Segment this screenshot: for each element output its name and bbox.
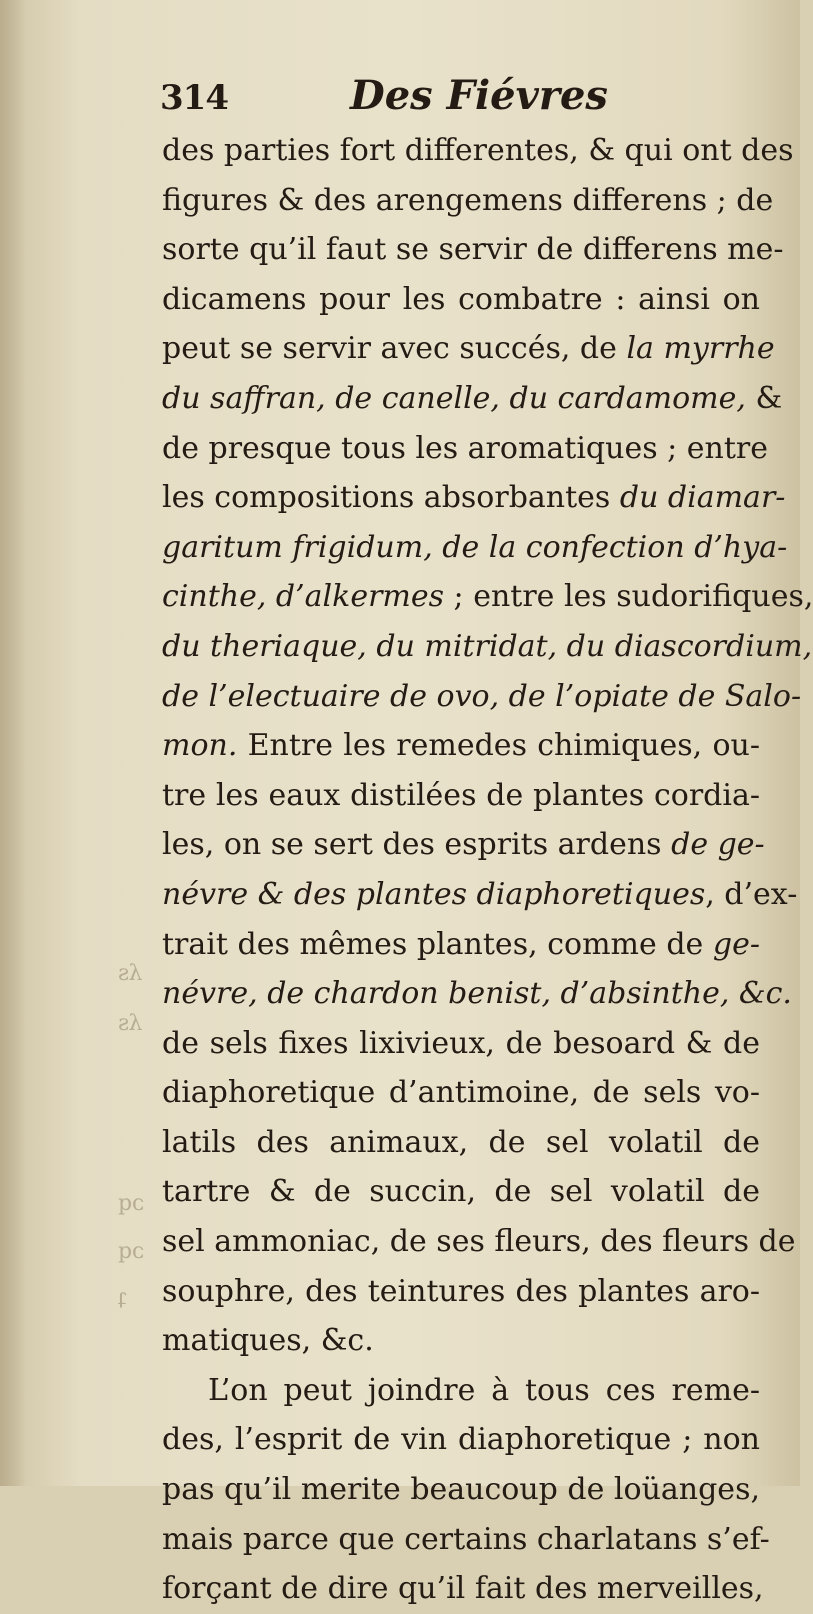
italic-segment: du diamar- [619,480,786,516]
text-line [162,1515,770,1565]
italic-segment: du theriaque, du mitridat, du diascordium, [162,628,813,664]
text-line [162,473,786,523]
text-line [162,771,760,821]
text-line [162,1366,760,1416]
text-line [162,870,798,920]
text-body [162,126,813,1614]
text-segment: diaphoretique d’antimoine, de sels vo- [162,1075,760,1111]
text-line [162,672,802,722]
italic-segment: la myrrhe [626,331,775,367]
bleed-through-mark: ʇ [118,1285,127,1310]
page-header [160,72,760,128]
italic-segment: de l’electuaire de ovo, de l’opiate de Salo- [162,678,802,714]
text-segment: des parties fort differentes, & qui ont des [162,133,794,168]
text-line [162,572,813,622]
text-segment: sorte qu’il faut se servir de differens me- [162,232,784,268]
text-line [162,523,788,573]
page-gutter-shadow [0,0,26,1486]
italic-segment: du saffran, de canelle, du cardamome, [162,380,746,416]
text-line [162,920,760,970]
bleed-through-mark: ɔq [118,1191,145,1216]
text-segment: peut se servir avec succés, de [162,331,627,367]
text-line [162,324,775,374]
text-line [162,374,783,424]
text-segment: pas qu’il merite beaucoup de loüanges, [162,1472,760,1508]
text-line [162,1068,760,1118]
text-line [162,1267,760,1317]
text-line [162,275,760,325]
text-segment: matiques, &c. [162,1323,374,1359]
text-segment: trait des mêmes plantes, comme de [162,926,713,962]
bleed-through-mark: ʎs [118,1011,142,1036]
text-line [162,1167,760,1217]
italic-segment: cinthe, d’alkermes [162,579,445,615]
text-segment: tartre & de succin, de sel volatil de [162,1174,760,1210]
text-segment: les, on se sert des esprits ardens [162,827,672,863]
text-line [162,1415,760,1465]
italic-segment: névre & des plantes diaphoretiques [162,876,706,912]
page-number: 314 [160,78,228,118]
text-line [162,225,784,275]
text-segment: de sels fixes lixivieux, de besoard & de [162,1025,760,1061]
text-segment: des, l’esprit de vin diaphoretique ; non [162,1422,760,1458]
text-segment: mais parce que certains charlatans s’ef- [162,1521,770,1557]
text-line [162,1019,760,1069]
text-line [162,1564,764,1614]
italic-segment: de ge- [671,827,765,863]
text-segment: Entre les remedes chimiques, ou- [237,728,760,764]
bleed-through-mark: ʎs [118,961,142,986]
italic-segment: ge- [712,926,760,962]
running-title: Des Fiévres [350,72,608,119]
text-line [162,424,769,474]
text-segment: & [745,380,783,416]
text-segment: figures & des arengemens differens ; de [162,182,774,218]
text-segment: tre les eaux distilées de plantes cordia- [162,777,760,813]
italic-segment: garitum frigidum, de la confection d’hya- [162,529,788,565]
text-line [162,126,794,176]
bleed-through-mark: ɔq [118,1239,145,1264]
text-line [162,1118,760,1168]
text-segment: dicamens pour les combatre : ainsi on [162,281,760,317]
italic-segment: mon. [162,728,238,764]
text-segment: de presque tous les aromatiques ; entre [162,430,769,466]
italic-segment: névre, de chardon benist, d’absinthe, &c. [162,976,792,1012]
text-segment: sel ammoniac, de ses fleurs, des fleurs de [162,1224,796,1260]
text-segment: les compositions absorbantes [162,480,620,516]
text-segment: forçant de dire qu’il fait des merveilles, [162,1571,764,1607]
text-line [162,1217,796,1267]
text-line [162,820,765,870]
text-line [162,969,792,1019]
text-line [162,1465,760,1515]
text-line [162,721,760,771]
text-segment: , d’ex- [705,876,798,912]
text-line [162,1316,760,1366]
text-line [162,176,774,226]
text-segment: latils des animaux, de sel volatil de [162,1124,760,1160]
text-segment: souphre, des teintures des plantes aro- [162,1273,760,1309]
text-segment: ; entre les sudorifiques, [444,579,813,615]
text-line [162,622,813,672]
text-segment: L’on peut joindre à tous ces reme- [208,1372,760,1408]
